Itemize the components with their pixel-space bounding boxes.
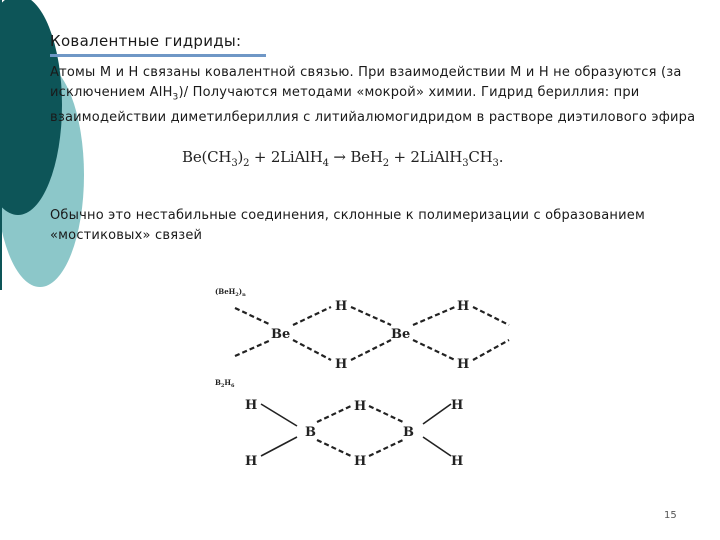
reaction-equation [182, 148, 503, 169]
formula-part: + 2LiAlH [388, 148, 463, 166]
formula-part: Be(CH [182, 148, 232, 166]
formula-part: + 2LiAlH [249, 148, 323, 166]
atom-b: B [403, 425, 414, 440]
atom-h: H [354, 454, 367, 469]
formula-subscript: 4 [322, 158, 329, 169]
formula-subscript: 2 [382, 158, 389, 169]
formula-part: ) [237, 148, 244, 166]
formula-subscript: 3 [231, 158, 238, 169]
polymer-label: $(BeH_2)_n$ [215, 287, 246, 298]
atom-b: B [305, 425, 316, 440]
decoration-bar [0, 0, 2, 290]
atom-h: H [335, 299, 348, 314]
atom-h: H [457, 299, 470, 314]
formula-subscript: 3 [492, 158, 499, 169]
atom-h: H [451, 454, 464, 469]
atom-be: Be [271, 327, 291, 342]
atom-h: H [354, 399, 367, 414]
structure-diagram [205, 280, 525, 480]
formula-part: → BeH [328, 148, 383, 166]
atom-h: H [245, 454, 258, 469]
formula-subscript: 2 [243, 158, 250, 169]
atom-h: H [335, 357, 348, 372]
paragraph-intro-part2: )/ Получаются методами «мокрой» химии. Гидрид бериллия: при взаимодействии диметилбериллия с литийалюмогидридом в растворе диэтилового эфира [50, 84, 696, 125]
page-number: 15 [664, 510, 677, 521]
title-underline [50, 54, 266, 57]
paragraph-intro-part1: Атомы М и Н связаны ковалентной связью. При взаимодействии М и Н не образуются (за исключением AlH [50, 65, 682, 100]
atom-h: H [245, 398, 258, 413]
paragraph-polymerization: Обычно это нестабильные соединения, склонные к полимеризации с образованием «мостиковых» связей [50, 208, 645, 243]
formula-part: CH [468, 148, 493, 166]
atom-h: H [451, 398, 464, 413]
atom-h: H [457, 357, 470, 372]
paragraph-intro-subscript: 3 [172, 92, 179, 103]
diborane-label: $B_2H_6$ [215, 378, 235, 389]
formula-part: . [498, 148, 504, 166]
slide-title: Ковалентные гидриды: [50, 32, 242, 50]
formula-subscript: 3 [462, 158, 469, 169]
paragraph-intro [50, 63, 700, 127]
atom-be: Be [391, 327, 411, 342]
